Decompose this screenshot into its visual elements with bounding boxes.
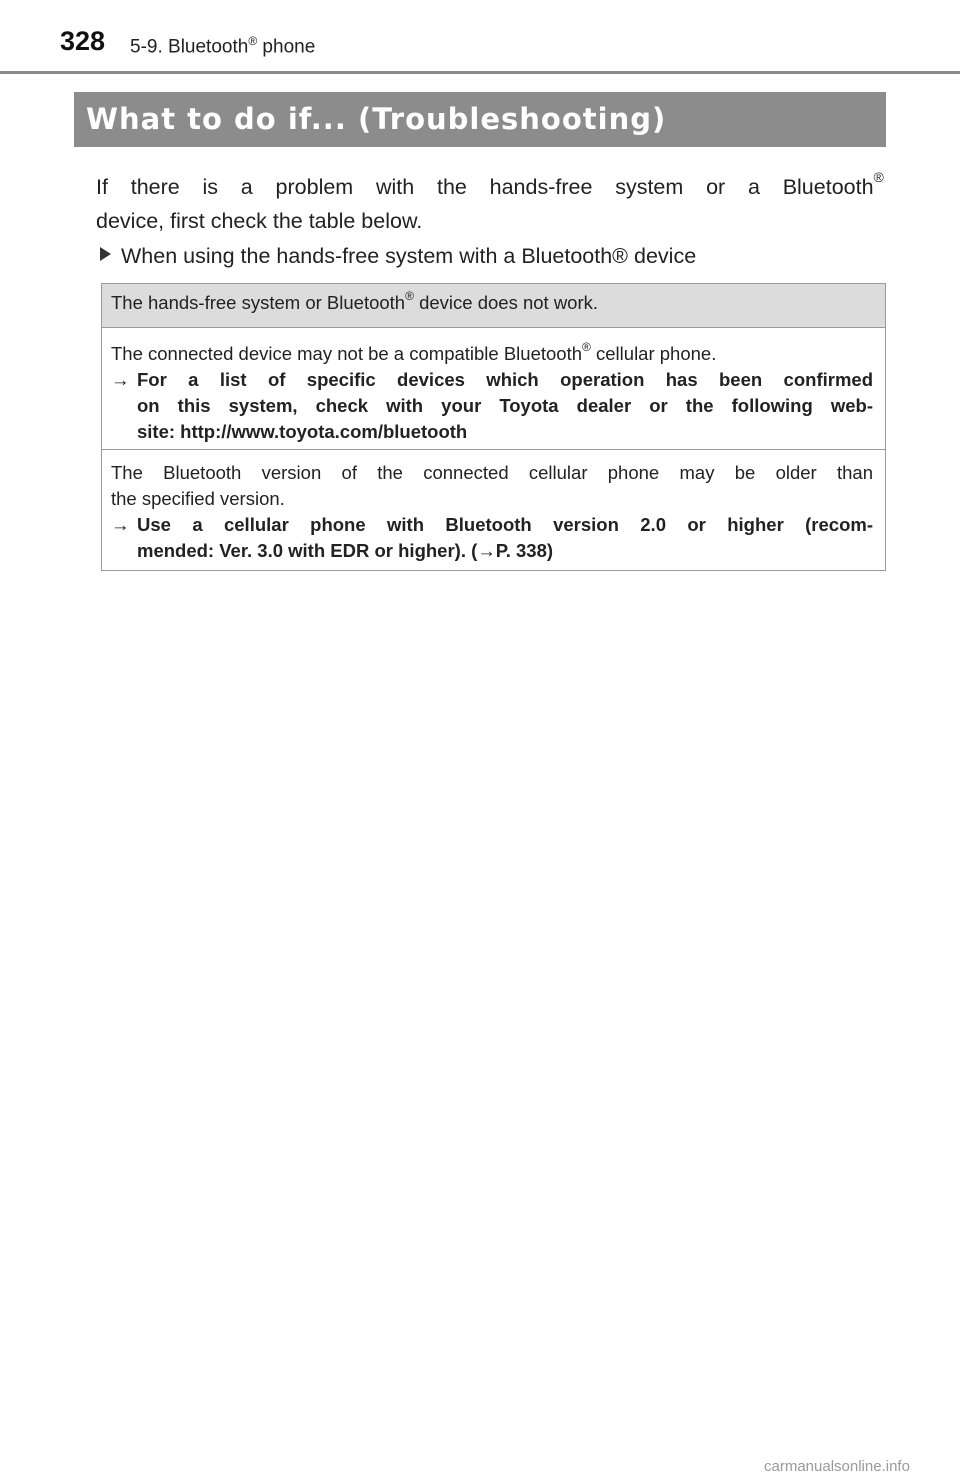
action-step — [111, 512, 873, 564]
registered-mark: ® — [873, 168, 884, 185]
cause-line: the specified version. — [111, 488, 285, 509]
action-line: site: http://www.toyota.com/bluetooth — [137, 421, 468, 443]
intro-word: the — [436, 175, 467, 199]
arrow-icon: → — [111, 514, 130, 535]
symptom-text: The hands-free system or Bluetooth — [111, 292, 406, 314]
bullet-text: When using the hands-free system with a Bluetooth® device — [121, 244, 697, 268]
action-line: on this system, check with your Toyota dealer or the following web- — [137, 395, 873, 417]
intro-word — [783, 170, 884, 204]
triangle-bullet-icon — [100, 247, 111, 261]
cause-text — [111, 336, 873, 367]
header-divider — [0, 71, 960, 74]
registered-mark: ® — [405, 289, 414, 303]
intro-word: is — [202, 175, 219, 199]
intro-word: a — [240, 175, 253, 199]
registered-mark: ® — [582, 340, 591, 354]
intro-line-1 — [96, 170, 884, 204]
section-label-text: 5-9. Bluetooth — [130, 36, 249, 58]
table-row — [102, 328, 885, 450]
registered-mark: ® — [248, 34, 258, 48]
intro-word: a — [747, 175, 760, 199]
action-line: For a list of specific devices which operation has been confirmed — [137, 369, 873, 391]
intro-paragraph — [96, 170, 884, 238]
symptom-suffix: device does not work. — [413, 292, 599, 314]
action-step — [111, 367, 873, 445]
intro-word: problem — [275, 175, 354, 199]
table-header-row — [102, 284, 885, 328]
action-line: Use a cellular phone with Bluetooth version 2.0 or higher (recom- — [137, 514, 873, 535]
watermark: carmanualsonline.info — [764, 1458, 910, 1475]
page-title: What to do if... (Troubleshooting) — [86, 102, 667, 136]
section-label — [130, 34, 315, 58]
intro-word: If — [96, 175, 108, 199]
cause-text-main: The connected device may not be a compatible Bluetooth — [111, 343, 583, 365]
intro-word: or — [706, 175, 726, 199]
bullet-heading — [100, 244, 696, 269]
page-header — [0, 0, 960, 76]
arrow-icon: → — [111, 369, 130, 391]
intro-word-bluetooth: Bluetooth — [782, 175, 874, 199]
intro-word: system — [615, 175, 684, 199]
action-line: mended: Ver. 3.0 with EDR or higher). (→P. 338) — [137, 540, 554, 561]
intro-word: there — [130, 175, 180, 199]
table-row — [102, 450, 885, 570]
title-banner — [74, 92, 886, 147]
page-number: 328 — [60, 26, 106, 56]
cause-text-suffix: cellular phone. — [590, 343, 717, 365]
intro-word: hands-free — [489, 175, 593, 199]
cause-line: The Bluetooth version of the connected cellular phone may be older than — [111, 462, 873, 483]
troubleshooting-table — [101, 283, 886, 571]
intro-word: with — [375, 175, 415, 199]
intro-line-2: device, first check the table below. — [96, 209, 423, 233]
section-label-suffix: phone — [257, 36, 316, 58]
